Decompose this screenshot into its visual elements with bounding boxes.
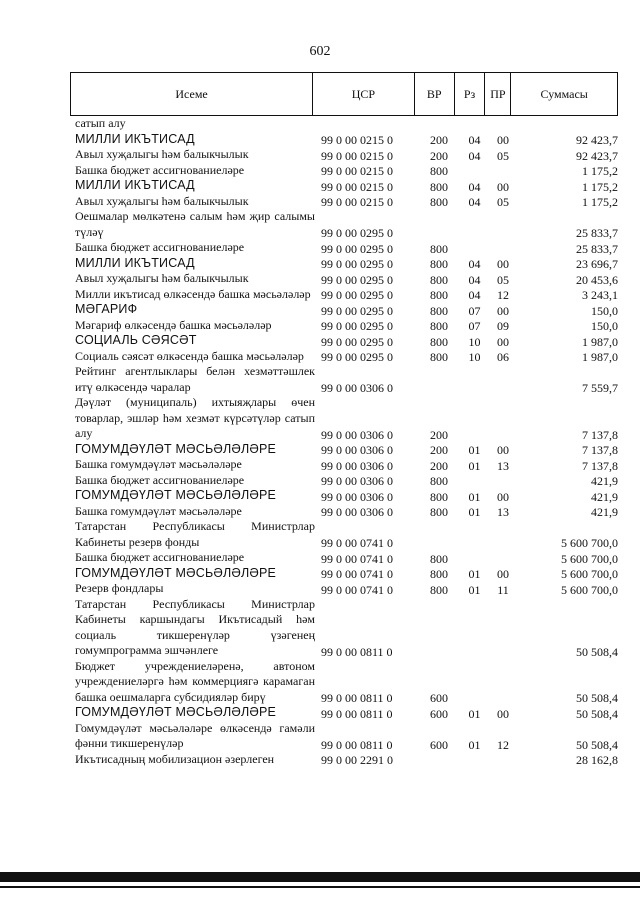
- row-rz: 01: [468, 706, 481, 721]
- header-name: Исеме: [71, 73, 313, 115]
- row-csr: 99 0 00 0306 0: [321, 381, 393, 395]
- row-name: Оешмалар мөлкәтенә салым һәм җир салымы түләү: [75, 209, 315, 239]
- row-sum: 7 559,7: [582, 381, 618, 395]
- header-sum: Суммасы: [540, 86, 588, 101]
- row-pr: 00: [497, 334, 509, 349]
- table-row: [75, 318, 618, 334]
- row-name: ГОМУМДӘҮЛӘТ МӘСЬӘЛӘЛӘРЕ: [75, 565, 277, 580]
- row-pr: 11: [497, 582, 509, 597]
- row-rz: 10: [468, 350, 481, 364]
- row-name: Башка бюджет ассигнованиеләре: [75, 550, 245, 564]
- row-csr: 99 0 00 0295 0: [321, 272, 393, 287]
- bottom-border-bar: [0, 872, 640, 882]
- row-csr: 99 0 00 0295 0: [321, 319, 393, 333]
- table-row: [75, 349, 618, 365]
- row-csr: 99 0 00 0295 0: [321, 334, 393, 349]
- table-header: [70, 72, 618, 116]
- row-csr: 99 0 00 0295 0: [321, 288, 393, 302]
- row-pr: 09: [497, 319, 509, 333]
- table-row: [75, 364, 618, 395]
- row-sum: 1 987,0: [582, 334, 618, 349]
- table-row: [75, 488, 618, 504]
- row-csr: 99 0 00 0306 0: [321, 427, 393, 442]
- row-rz: 04: [468, 133, 481, 147]
- row-csr: 99 0 00 0295 0: [321, 241, 393, 256]
- table-row: [75, 457, 618, 473]
- row-name: ГОМУМДӘҮЛӘТ МӘСЬӘЛӘЛӘРЕ: [75, 441, 277, 456]
- table-row: [75, 240, 618, 256]
- table-row: [75, 519, 618, 550]
- row-vr: 800: [430, 257, 448, 271]
- row-csr: 99 0 00 0215 0: [321, 148, 393, 163]
- row-vr: 600: [430, 737, 448, 752]
- row-name: Авыл хуҗалыгы һәм балыкчылык: [75, 193, 249, 208]
- row-pr: 13: [497, 505, 509, 519]
- row-sum: 50 508,4: [576, 737, 618, 752]
- row-vr: 200: [430, 443, 448, 457]
- page-number: 602: [309, 44, 331, 59]
- row-vr: 600: [430, 706, 448, 721]
- row-pr: 00: [497, 257, 509, 271]
- row-csr: 99 0 00 0306 0: [321, 474, 393, 488]
- row-vr: 800: [430, 164, 448, 178]
- row-rz: 01: [468, 505, 481, 519]
- table-row: [75, 566, 618, 582]
- bottom-border-line: [0, 886, 640, 888]
- row-vr: 600: [430, 691, 448, 705]
- row-csr: 99 0 00 0741 0: [321, 567, 393, 581]
- row-sum: 23 696,7: [576, 257, 618, 271]
- row-name: Татарстан Республикасы Министрлар Кабинеты резерв фонды: [75, 519, 315, 549]
- row-csr: 99 0 00 0295 0: [321, 226, 393, 240]
- row-sum: 7 137,8: [582, 443, 618, 457]
- row-name: Дәүләт (муниципаль) ихтыяҗлары өчен товарлар, эшләр һәм хезмәт күрсәтүләр сатып алу: [75, 395, 315, 440]
- row-sum: 3 243,1: [582, 288, 618, 302]
- row-name: МИЛЛИ ИКЪТИСАД: [75, 131, 195, 146]
- row-name: МӘГАРИФ: [75, 302, 138, 316]
- row-pr: 00: [497, 179, 509, 194]
- row-sum: 5 600 700,0: [561, 551, 618, 566]
- row-name: Башка гомумдәүләт мәсьәләләре: [75, 457, 242, 471]
- row-name: СОЦИАЛЬ СӘЯСӘТ: [75, 333, 197, 347]
- row-pr: 05: [497, 195, 509, 209]
- row-pr: 00: [497, 706, 509, 721]
- row-rz: 01: [468, 443, 481, 457]
- table-row: [75, 178, 618, 194]
- table-row: [75, 256, 618, 272]
- row-rz: 01: [468, 458, 481, 473]
- header-rz: Рз: [455, 73, 486, 115]
- row-sum: 1 987,0: [582, 350, 618, 364]
- row-vr: 800: [430, 334, 448, 349]
- row-sum: 50 508,4: [576, 644, 618, 659]
- row-pr: 05: [497, 272, 509, 287]
- table-row: [75, 752, 618, 768]
- row-sum: 421,9: [591, 489, 618, 504]
- row-csr: 99 0 00 0811 0: [321, 737, 393, 752]
- row-name: Резерв фондлары: [75, 581, 164, 595]
- row-sum: 5 600 700,0: [561, 567, 618, 581]
- row-vr: 800: [430, 582, 448, 597]
- row-name: МИЛЛИ ИКЪТИСАД: [75, 255, 195, 270]
- row-rz: 01: [468, 489, 481, 504]
- row-pr: 12: [497, 737, 509, 752]
- row-vr: 200: [430, 148, 448, 163]
- row-vr: 800: [430, 303, 448, 318]
- table-row: [75, 721, 618, 752]
- row-rz: 01: [468, 582, 481, 597]
- row-name: сатып алу: [75, 116, 126, 130]
- row-csr: 99 0 00 0295 0: [321, 303, 393, 318]
- row-vr: 800: [430, 505, 448, 519]
- row-sum: 421,9: [591, 505, 618, 519]
- table-row: [75, 442, 618, 458]
- row-pr: 00: [497, 443, 509, 457]
- row-sum: 50 508,4: [576, 691, 618, 705]
- row-vr: 200: [430, 458, 448, 473]
- row-csr: 99 0 00 0215 0: [321, 133, 393, 147]
- row-pr: 00: [497, 489, 509, 504]
- row-sum: 50 508,4: [576, 706, 618, 721]
- row-rz: 01: [468, 737, 481, 752]
- row-pr: 00: [497, 567, 509, 581]
- row-sum: 92 423,7: [576, 133, 618, 147]
- table-row: [75, 194, 618, 210]
- row-vr: 200: [430, 133, 448, 147]
- table-row: [75, 504, 618, 520]
- row-sum: 1 175,2: [582, 164, 618, 178]
- row-name: Башка бюджет ассигнованиеләре: [75, 162, 245, 177]
- row-sum: 25 833,7: [576, 241, 618, 256]
- row-csr: 99 0 00 2291 0: [321, 753, 393, 767]
- budget-table-body: [75, 116, 618, 767]
- row-name: ГОМУМДӘҮЛӘТ МӘСЬӘЛӘЛӘРЕ: [75, 488, 277, 502]
- row-rz: 04: [468, 257, 481, 271]
- row-rz: 04: [468, 272, 481, 287]
- row-pr: 12: [497, 288, 509, 302]
- row-rz: 10: [468, 334, 481, 349]
- row-name: Башка бюджет ассигнованиеләре: [75, 240, 245, 254]
- row-vr: 800: [430, 272, 448, 287]
- row-vr: 800: [430, 350, 448, 364]
- table-row: [75, 132, 618, 148]
- row-rz: 01: [468, 567, 481, 581]
- row-csr: 99 0 00 0741 0: [321, 582, 393, 597]
- row-vr: 200: [430, 427, 448, 442]
- header-pr: ПР: [485, 73, 511, 115]
- row-csr: 99 0 00 0306 0: [321, 443, 393, 457]
- row-sum: 5 600 700,0: [561, 536, 618, 550]
- row-pr: 00: [497, 303, 509, 318]
- row-sum: 28 162,8: [576, 753, 618, 767]
- row-csr: 99 0 00 0295 0: [321, 350, 393, 364]
- row-sum: 5 600 700,0: [561, 582, 618, 597]
- row-sum: 421,9: [591, 474, 618, 488]
- row-vr: 800: [430, 551, 448, 566]
- row-csr: 99 0 00 0215 0: [321, 195, 393, 209]
- row-vr: 800: [430, 195, 448, 209]
- row-csr: 99 0 00 0741 0: [321, 536, 393, 550]
- table-row: [75, 581, 618, 597]
- row-csr: 99 0 00 0811 0: [321, 706, 393, 721]
- row-vr: 800: [430, 241, 448, 256]
- row-csr: 99 0 00 0215 0: [321, 164, 393, 178]
- row-name: ГОМУМДӘҮЛӘТ МӘСЬӘЛӘЛӘРЕ: [75, 705, 277, 719]
- row-name: Гомумдәүләт мәсьәләләре өлкәсендә гамәли фәнни тикшеренүләр: [75, 720, 315, 750]
- row-csr: 99 0 00 0811 0: [321, 691, 393, 705]
- table-row: [75, 116, 618, 132]
- row-sum: 150,0: [591, 319, 618, 333]
- table-row: [75, 659, 618, 706]
- row-name: Авыл хуҗалыгы һәм балыкчылык: [75, 271, 249, 285]
- row-vr: 800: [430, 319, 448, 333]
- row-vr: 800: [430, 179, 448, 194]
- row-csr: 99 0 00 0306 0: [321, 489, 393, 504]
- row-name: Башка гомумдәүләт мәсьәләләре: [75, 503, 242, 518]
- row-csr: 99 0 00 0306 0: [321, 458, 393, 473]
- table-row: [75, 597, 618, 659]
- row-sum: 1 175,2: [582, 179, 618, 194]
- header-csr: ЦСР: [313, 73, 415, 115]
- row-name: Милли икътисад өлкәсендә башка мәсьәләләр: [75, 286, 311, 301]
- row-name: МИЛЛИ ИКЪТИСАД: [75, 178, 195, 192]
- row-vr: 800: [430, 288, 448, 302]
- row-pr: 13: [497, 458, 509, 473]
- row-name: Икътисадның мобилизацион әзерлеген: [75, 751, 275, 766]
- row-rz: 04: [468, 195, 481, 209]
- table-row: [75, 302, 618, 318]
- header-vr: ВР: [415, 73, 455, 115]
- row-csr: 99 0 00 0215 0: [321, 179, 393, 194]
- row-name: Социаль сәясәт өлкәсендә башка мәсьәләләр: [75, 348, 304, 363]
- row-name: Башка бюджет ассигнованиеләре: [75, 472, 245, 487]
- row-name: Татарстан Республикасы Министрлар Кабинеты каршындагы Икътисадый һәм социаль тикшеренүләр үзәгенең гомумпрограмма эшчәнлеге: [75, 596, 315, 657]
- table-row: [75, 705, 618, 721]
- row-pr: 00: [497, 133, 509, 147]
- table-row: [75, 209, 618, 240]
- row-rz: 07: [468, 303, 481, 318]
- table-row: [75, 473, 618, 489]
- row-csr: 99 0 00 0295 0: [321, 257, 393, 271]
- row-sum: 7 137,8: [582, 458, 618, 473]
- row-sum: 150,0: [591, 303, 618, 318]
- row-sum: 20 453,6: [576, 272, 618, 287]
- row-rz: 04: [468, 148, 481, 163]
- row-sum: 92 423,7: [576, 148, 618, 163]
- table-row: [75, 550, 618, 566]
- table-row: [75, 147, 618, 163]
- table-row: [75, 287, 618, 303]
- table-row: [75, 163, 618, 179]
- row-sum: 25 833,7: [576, 226, 618, 240]
- row-vr: 800: [430, 474, 448, 488]
- row-rz: 04: [468, 179, 481, 194]
- row-rz: 04: [468, 288, 481, 302]
- row-rz: 07: [468, 319, 481, 333]
- row-vr: 800: [430, 567, 448, 581]
- row-sum: 7 137,8: [582, 427, 618, 442]
- table-row: [75, 333, 618, 349]
- row-name: Авыл хуҗалыгы һәм балыкчылык: [75, 147, 249, 161]
- row-csr: 99 0 00 0306 0: [321, 505, 393, 519]
- row-sum: 1 175,2: [582, 195, 618, 209]
- row-name: Рейтинг агентлыклары белән хезмәттәшлек итү өлкәсендә чаралар: [75, 364, 315, 394]
- table-row: [75, 271, 618, 287]
- row-name: Бюджет учреждениеләренә, автоном учреждениеләргә һәм коммерциягә карамаган башка оешмаларга субсидияләр бирү: [75, 658, 315, 704]
- row-name: Мәгариф өлкәсендә башка мәсьәләләр: [75, 317, 272, 332]
- table-row: [75, 395, 618, 442]
- row-csr: 99 0 00 0741 0: [321, 551, 393, 566]
- row-pr: 06: [497, 350, 509, 364]
- row-csr: 99 0 00 0811 0: [321, 644, 393, 659]
- row-vr: 800: [430, 489, 448, 504]
- row-pr: 05: [497, 148, 509, 163]
